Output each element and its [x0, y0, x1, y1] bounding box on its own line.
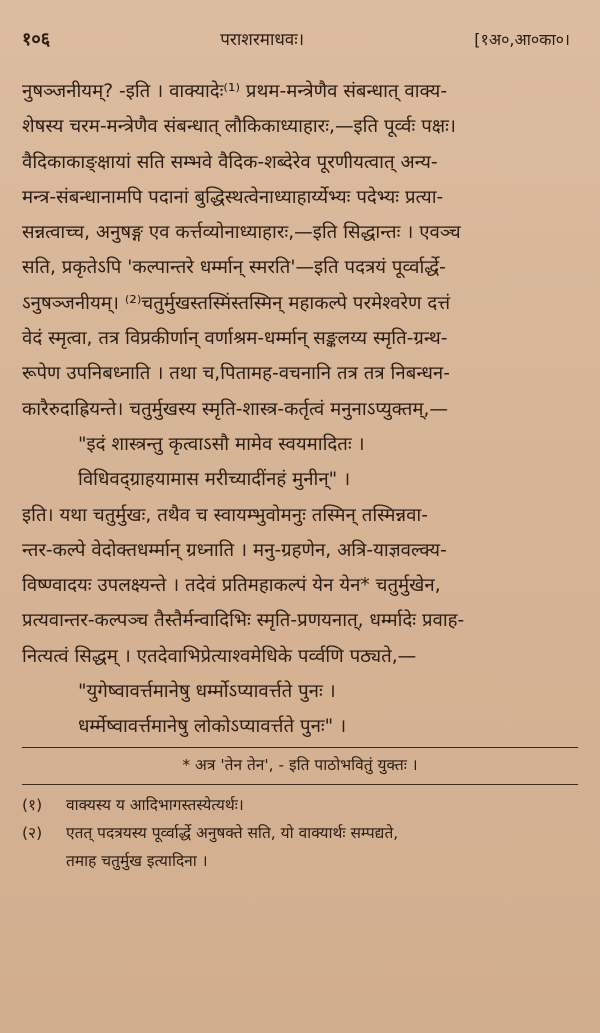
- page-number: १०६: [22, 29, 51, 50]
- text-line: सति, प्रकृतेऽपि 'कल्पान्तरे धर्म्मान् स्मरति'—इति पदत्रयं पूर्व्वार्द्धे-: [22, 257, 446, 279]
- verse-line: "इदं शास्त्रन्तु कृत्वाऽसौ मामेव स्वयमादितः ।: [78, 433, 365, 455]
- footnote-text: एतत् पदत्रयस्य पूर्व्वार्द्धे अनुषक्ते सति, यो वाक्यार्थः सम्पद्यते,: [66, 823, 399, 842]
- text-line: प्रत्यवान्तर-कल्पञ्च तैस्तैर्मन्वादिभिः स्मृति-प्रणयनात्, धर्म्मादेः प्रवाह-: [22, 610, 465, 632]
- section-reference: [१अ०,आ०का०।: [474, 30, 570, 49]
- main-text: [22, 74, 578, 745]
- footnote: [22, 819, 574, 847]
- footnote-text: वाक्यस्य य आदिभागस्तस्येत्यर्थः।: [66, 795, 244, 814]
- verse-line: विधिवद्ग्राहयामास मरीच्यादींनहं मुनीन्" ।: [78, 469, 351, 491]
- footnote: [22, 791, 574, 819]
- page-header: [22, 30, 578, 50]
- text-line: न्तर-कल्पे वेदोक्तधर्म्मान् ग्रध्नाति । मनु-ग्रहणेन, अत्रि-याज्ञवल्क्य-: [22, 539, 447, 561]
- footnote-divider: [22, 747, 578, 748]
- text-line: इति। यथा चतुर्मुखः, तथैव च स्वायम्भुवोमनुः तस्मिन् तस्मिन्नवा-: [22, 504, 428, 526]
- footnote-number: (२): [22, 823, 43, 842]
- text-line: शेषस्य चरम-मन्त्रेणैव संबन्धात् लौकिकाध्याहारः,—इति पूर्व्वः पक्षः।: [22, 116, 456, 138]
- text-line: मन्त्र-संबन्धानामपि पदानां बुद्धिस्थत्वेनाध्याहार्य्येभ्यः पदेभ्यः प्रत्या-: [22, 186, 444, 208]
- text-line: कारैरुदाह्रियन्ते। चतुर्मुखस्य स्मृति-शास्त्र-कर्तृत्वं मनुनाऽप्युक्तम्,—: [22, 398, 448, 420]
- footnote-text: तमाह चतुर्मुख इत्यादिना ।: [66, 851, 208, 870]
- running-title: पराशरमाधवः।: [220, 30, 305, 50]
- text-line: वेदं स्मृत्वा, तत्र विप्रकीर्णान् वर्णाश्रम-धर्म्मान् सङ्कलय्य स्मृति-ग्रन्थ-: [22, 328, 448, 350]
- text-line: वैदिकाकाङ्क्षायां सति सम्भवे वैदिक-शब्देरेव पूरणीयत्वात् अन्य-: [22, 151, 438, 173]
- footnote-number: (१): [22, 795, 43, 814]
- text-line: ऽनुषञ्जनीयम्। ⁽²⁾चतुर्मुखस्तस्मिंस्तस्मिन् महाकल्पे परमेश्वरेण दत्तं: [22, 292, 451, 314]
- star-note: * अत्र 'तेन तेन', - इति पाठोभवितुं युक्तः ।: [182, 755, 418, 774]
- footnotes: [22, 785, 578, 875]
- verse-line: "युगेष्वावर्त्तमानेषु धर्म्मोऽप्यावर्त्तते पुनः ।: [78, 681, 336, 703]
- text-line: रूपेण उपनिबध्नाति । तथा च,पितामह-वचनानि तत्र तत्र निबन्धन-: [22, 363, 450, 385]
- text-line: विष्ण्वादयः उपलक्ष्यन्ते । तदेवं प्रतिमहाकल्पं येन येन* चतुर्मुखेन,: [22, 575, 441, 597]
- verse-line: धर्म्मेष्वावर्त्तमानेषु लोकोऽप्यावर्त्तते पुनः" ।: [78, 716, 347, 738]
- text-line: सन्नत्वाच्च, अनुषङ्ग एव कर्त्तव्योनाध्याहारः,—इति सिद्धान्तः । एवञ्च: [22, 222, 461, 244]
- text-line: नुषञ्जनीयम्? -इति । वाक्यादेः⁽¹⁾ प्रथम-मन्त्रेणैव संबन्धात् वाक्य-: [22, 81, 448, 102]
- text-line: नित्यत्वं सिद्धम् । एतदेवाभिप्रेत्याश्वमेधिके पर्व्वणि पठ्यते,—: [22, 645, 417, 667]
